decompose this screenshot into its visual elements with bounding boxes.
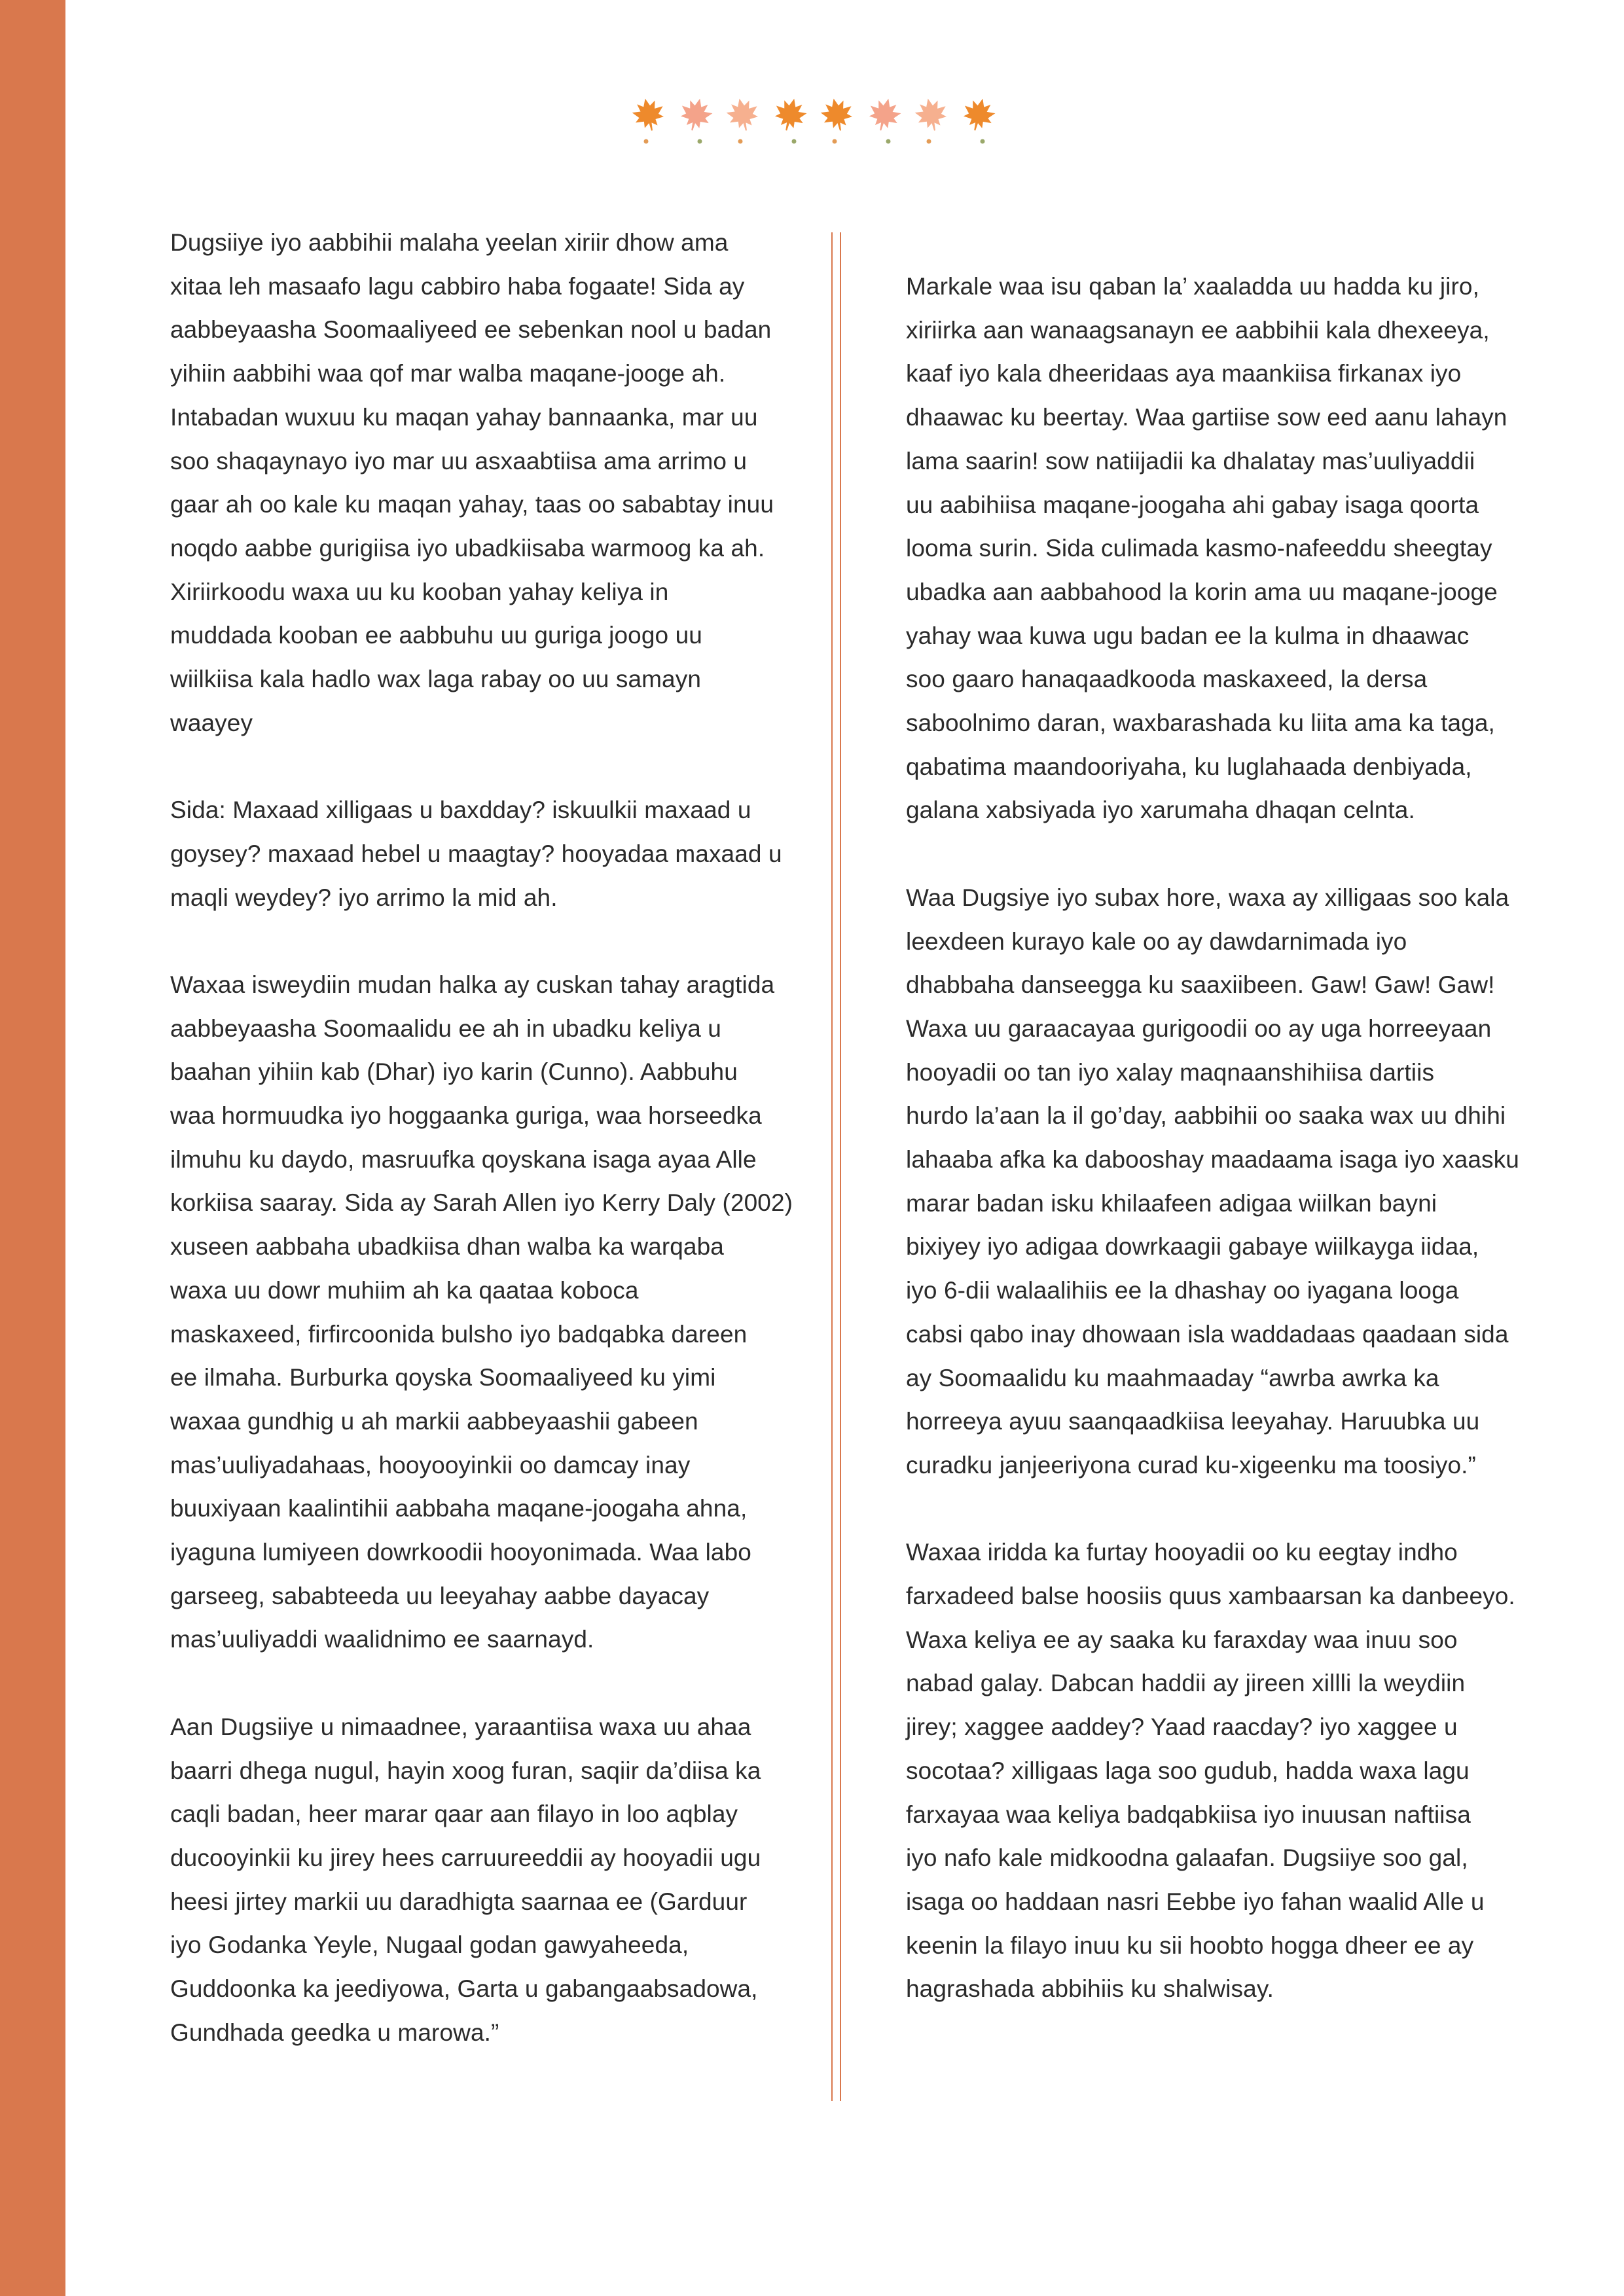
ornament-dot	[927, 139, 931, 144]
ornament-dot	[644, 139, 649, 144]
maple-leaf-icon	[724, 96, 761, 134]
maple-leaf-icon	[960, 95, 998, 134]
leaf-ornament	[625, 92, 998, 151]
column-divider-left-line	[831, 232, 833, 2101]
maple-leaf-icon	[677, 95, 715, 134]
right-text-column	[906, 265, 1547, 2055]
left-paragraph-1: Dugsiiye iyo aabbihii malaha yeelan xiriir dhow ama xitaa leh masaafo lagu cabbiro haba fogaate! Sida ay aabbeyaasha Soomaaliyeed ee sebenkan nool u badan yihiin aabbihi waa qof mar walba maqane-jooge ah. Intabadan wuxuu ku maqan yahay bannaanka, mar uu soo shaqaynayo iyo mar uu asxaabtiisa ama arrimo u gaar ah oo kale ku maqan yahay, taas oo sababtay inuu noqdo aabbe gurigiisa iyo ubadkiisaba warmoog ka ah. Xiriirkoodu waxa uu ku kooban yahay keliya in muddada kooban ee aabbuhu uu guriga joogo uu wiilkiisa kala hadlo wax laga rabay oo uu samayn waayey	[170, 229, 774, 736]
ornament-dot	[738, 139, 743, 144]
left-paragraph-3: Waxaa isweydiin mudan halka ay cuskan tahay aragtida aabbeyaasha Soomaalidu ee ah in ubadku keliya u baahan yihiin kab (Dhar) iyo karin (Cunno). Aabbuhu waa hormuudka iyo hoggaanka guriga, waa horseedka ilmuhu ku daydo, masruufka qoyskana isaga ayaa Alle korkiisa saaray. Sida ay Sarah Allen iyo Kerry Daly (2002) xuseen aabbaha ubadkiisa dhan walba ka warqaba waxa uu dowr muhiim ah ka qaataa koboca maskaxeed, firfircoonida bulsho iyo badqabka dareen ee ilmaha. Burburka qoyska Soomaaliyeed ku yimi waxaa gundhig u ah markii aabbeyaashii gabeen mas’uuliyadahaas, hooyooyinkii oo damcay inay buuxiyaan kaalintihii aabbaha maqane-joogaha ahna, iyaguna lumiyeen dowrkoodii hooyonimada. Waa labo garseeg, sababteeda uu leeyahay aabbe dayacay mas’uuliyaddi waalidnimo ee saarnayd.	[170, 971, 793, 1653]
right-paragraph-2: Waa Dugsiye iyo subax hore, waxa ay xilligaas soo kala leexdeen kurayo kale oo ay dawdarnimada iyo dhabbaha danseegga ku saaxiibeen. Gaw! Gaw! Gaw! Waxa uu garaacayaa gurigoodii oo ay uga horreeyaan hooyadii oo tan iyo xalay maqnaanshihiisa dartiis hurdo la’aan la il go’day, aabbihii oo saaka wax uu dhihi lahaaba afka ka dabooshay maadaama isaga iyo xaasku marar badan isku khilaafeen adigaa wiilkan bayni bixiyey iyo adigaa dowrkaagii gabaye wiilkayga iidaa, iyo 6-dii walaalihiis ee la dhashay oo iyagana looga cabsi qabo inay dhowaan isla waddadaas qaadaan sida ay Soomaalidu ku maahmaaday “awrba awrka ka horreeya ayuu saanqaadkiisa leeyahay. Haruubka uu curadku janjeeriyona curad ku-xigeenku ma toosiyo.”	[906, 884, 1519, 1479]
maple-leaf-icon	[912, 96, 950, 134]
side-color-bar	[0, 0, 65, 2296]
left-paragraph-2: Sida: Maxaad xilligaas u baxdday? iskuulkii maxaad u goysey? maxaad hebel u maagtay? hooyadaa maxaad u maqli weydey? iyo arrimo la mid ah.	[170, 797, 782, 911]
ornament-dot	[698, 139, 702, 144]
maple-leaf-icon	[771, 95, 810, 134]
right-paragraph-3: Waxaa iridda ka furtay hooyadii oo ku eegtay indho farxadeed balse hoosiis quus xambaarsan ka danbeeyo. Waxa keliya ee ay saaka ku faraxday waa inuu soo nabad galay. Dabcan haddii ay jireen xillli la weydiin jirey; xaggee aaddey? Yaad raacday? iyo xaggee u socotaa? xilligaas laga soo gudub, hadda waxa lagu farxayaa waa keliya badqabkiisa iyo inuusan naftiisa iyo nafo kale midkoodna galaafan. Dugsiiye soo gal, isaga oo haddaan nasri Eebbe iyo fahan waalid Alle u keenin la filayo inuu ku sii hoobto hogga dheer ee ay hagrashada abbihiis ku shalwisay.	[906, 1539, 1515, 2003]
ornament-dot	[833, 139, 837, 144]
maple-leaf-icon	[630, 96, 667, 134]
ornament-dot	[886, 139, 891, 144]
left-paragraph-4: Aan Dugsiiye u nimaadnee, yaraantiisa waxa uu ahaa baarri dhega nugul, hayin xoog furan, saqiir da’diisa ka caqli badan, heer marar qaar aan filayo in loo aqblay ducooyinkii ku jirey hees carruureeddii ay hooyadii ugu heesi jirtey markii uu daradhigta saarnaa ee (Garduur iyo Godanka Yeyle, Nugaal godan gawyaheeda, Guddoonka ka jeediyowa, Garta u gabangaabsadowa, Gundhada geedka u marowa.”	[170, 1713, 761, 2046]
ornament-dot	[792, 139, 797, 144]
column-divider-right-line	[840, 232, 841, 2101]
maple-leaf-icon	[865, 95, 904, 134]
maple-leaf-icon	[818, 96, 856, 134]
right-paragraph-1: Markale waa isu qaban la’ xaaladda uu hadda ku jiro, xiriirka aan wanaagsanayn ee aabbihii kala dhexeeya, kaaf iyo kala dheeridaas aya maankiisa firkanax iyo dhaawac ku beertay. Waa gartiise sow eed aanu lahayn lama saarin! sow natiijadii ka dhalatay mas’uuliyaddii uu aabihiisa maqane-joogaha ahi gabay isaga qoorta looma surin. Sida culimada kasmo-nafeeddu sheegtay ubadka aan aabbahood la korin ama uu maqane-jooge yahay waa kuwa ugu badan ee la kulma in dhaawac soo gaaro hanaqaadkooda maskaxeed, la dersa saboolnimo daran, waxbarashada ku liita ama ka taga, qabatima maandooriyaha, ku luglahaada denbiyada, galana xabsiyada iyo xarumaha dhaqan celnta.	[906, 273, 1507, 824]
left-text-column	[170, 221, 812, 2098]
ornament-dot	[981, 139, 985, 144]
